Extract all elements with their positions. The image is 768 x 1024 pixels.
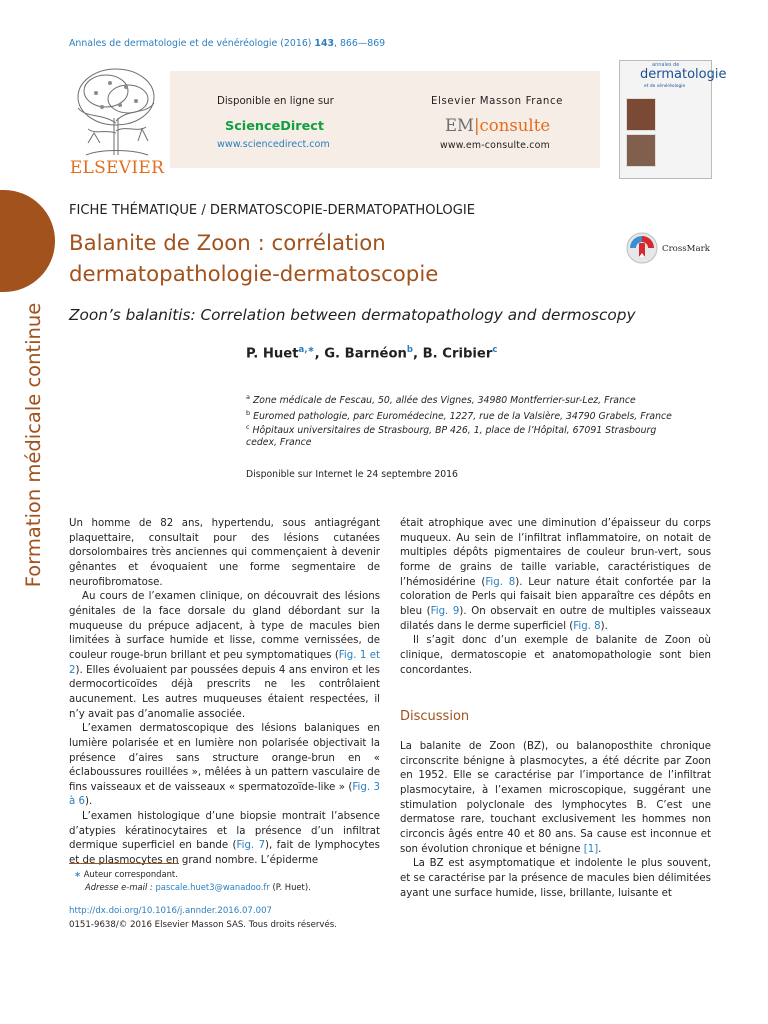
figure-reference-link[interactable]: [1] — [583, 843, 599, 855]
discussion-heading: Discussion — [400, 709, 470, 724]
body-paragraph: Un homme de 82 ans, hypertendu, sous antiagrégant plaquettaire, consultait pour des lésions cutanées dorsolombaires très anciennes qui commençaient à devenir gênantes et évoquaient une forme segmentaire de neurofibromatose. — [69, 518, 380, 588]
author-affiliation-marker[interactable]: b — [406, 345, 413, 355]
cover-brand: annales de — [652, 62, 680, 68]
author-name: B. Cribier — [422, 346, 493, 362]
side-section-label: Formation médicale continue — [22, 302, 45, 588]
figure-reference-link[interactable]: Fig. 1 et 2 — [69, 649, 380, 676]
online-date: Disponible sur Internet le 24 septembre 2016 — [246, 469, 458, 480]
email-suffix: (P. Huet). — [269, 882, 311, 892]
author-list: P. Huet$^{a,∗}$, G. Barnéon$^b$, B. Cribier$^c$ — [246, 345, 498, 362]
doi-link[interactable]: http://dx.doi.org/10.1016/j.annder.2016.07.007 — [69, 906, 273, 916]
body-column-left — [69, 517, 380, 869]
body-paragraph: La BZ est asymptomatique et indolente le plus souvent, et se caractérise par la présence de macules bien délimitées ayant une surface humide, lisse, brillante, luisante et — [400, 858, 711, 899]
article-title — [69, 228, 589, 290]
sciencedirect-link[interactable]: www.sciencedirect.com — [217, 139, 330, 150]
em-logo-right: consulte — [479, 116, 551, 135]
discussion-text — [400, 740, 711, 901]
footnote-rule — [69, 863, 179, 864]
figure-reference-link[interactable]: Fig. 3 à 6 — [69, 781, 380, 808]
cover-photo-top — [626, 98, 656, 131]
journal-name: Annales de dermatologie et de vénéréologie (2016) — [69, 38, 315, 49]
affiliation-a: $^a$ Zone médicale de Fescau, 50, allée des Vignes, 34980 Montferrier-sur-Lez, France — [246, 393, 636, 407]
author-affiliation-marker[interactable]: c — [492, 345, 498, 355]
affiliation-c-cont: cedex, France — [246, 437, 312, 448]
figure-reference-link[interactable]: Fig. 9 — [430, 605, 460, 617]
article-title-line2: dermatopathologie-dermatoscopie — [69, 262, 439, 287]
cover-photo-bottom — [626, 134, 656, 167]
copyright-notice: 0151-9638/© 2016 Elsevier Masson SAS. Tous droits réservés. — [69, 920, 337, 930]
body-paragraph: Au cours de l’examen clinique, on découvrait des lésions génitales de la face dorsale du gland débordant sur la muqueuse du prépuce adjacent, à type de macules bien limitées à surface humide et lisse, comme vernissées, de couleur rouge-brun brillant et peu symptomatiques (Fig. 1 et 2). Elles évoluaient par poussées depuis 4 ans environ et les dermocorticoïdes déjà prescrits ne les contrôlaient aucunement. Les autres muqueuses étaient respectées, il n’y avait pas d’anomalie associée. — [69, 591, 380, 720]
author-affiliation-marker[interactable]: a,∗ — [298, 345, 315, 355]
author-name: G. Barnéon — [324, 346, 407, 362]
body-paragraph: L’examen histologique d’une biopsie montrait l’absence d’atypies kératinocytaires et la présence d’un infiltrat dermique superficiel en bande (Fig. 7), fait de lymphocytes et de plasmocytes en grand nombre. L’épiderme — [69, 811, 380, 867]
body-paragraph: L’examen dermatoscopique des lésions balaniques en lumière polarisée et en lumière non polarisée objectivait la présence d’aires sans structure orange-brun en « éclaboussures rouillées », mêlées à un pattern vasculaire de fins vaisseaux et de vaisseaux « spermatozoïde-like » (Fig. 3 à 6). — [69, 723, 380, 808]
body-paragraph: La balanite de Zoon (BZ), ou balanoposthite chronique circonscrite bénigne à plasmocytes, a été décrite par Zoon en 1952. Elle se caractérise par l’importance de l’infiltrat plasmocytaire, à l’examen microscopique, suggérant une stimulation polyclonale des lymphocytes B. C’est une dermatose rare, touchant exclusivement les hommes non circoncis âgés entre 40 et 80 ans. Sa cause est inconnue et son évolution chronique et bénigne [1]. — [400, 741, 711, 855]
affiliation-b: $^b$ Euromed pathologie, parc Euromédecine, 1227, rue de la Valsière, 34790 Grabels, France — [246, 409, 672, 423]
email-label: Adresse e-mail : — [85, 882, 156, 892]
publisher-name: Elsevier Masson France — [431, 96, 564, 107]
footnote-marker: ∗ — [74, 869, 82, 879]
figure-reference-link[interactable]: Fig. 8 — [485, 576, 516, 588]
cover-title: dermatologie — [640, 67, 727, 82]
english-title: Zoon’s balanitis: Correlation between dermatopathology and dermoscopy — [69, 306, 636, 324]
em-logo-left: EM — [445, 116, 474, 135]
em-consulte-logo: EM|consulte — [445, 116, 551, 135]
body-paragraph: Il s’agit donc d’un exemple de balanite de Zoon où clinique, dermatoscopie et anatomopathologie sont bien concordantes. — [400, 635, 711, 676]
journal-volume: 143 — [314, 38, 334, 49]
article-title-line1: Balanite de Zoon : corrélation — [69, 231, 386, 256]
author-name: P. Huet — [246, 346, 299, 362]
corresponding-author-label: Auteur correspondant. — [83, 869, 178, 879]
side-tab-marker — [0, 190, 55, 292]
journal-reference[interactable] — [69, 38, 385, 49]
email-link[interactable]: pascale.huet3@wanadoo.fr — [155, 882, 270, 892]
journal-pages: , 866—869 — [334, 38, 386, 49]
em-consulte-link[interactable]: www.em-consulte.com — [440, 140, 550, 151]
crossmark-label[interactable]: CrossMark — [662, 244, 710, 254]
elsevier-logo-text: ELSEVIER — [69, 158, 165, 178]
online-availability-label: Disponible en ligne sur — [217, 96, 334, 107]
figure-reference-link[interactable]: Fig. 7 — [236, 840, 266, 852]
body-column-right — [400, 517, 711, 678]
cover-subtitle: et de vénéréologie — [644, 84, 686, 89]
sciencedirect-logo: ScienceDirect — [225, 119, 324, 134]
crossmark-icon[interactable] — [626, 232, 658, 264]
body-paragraph: était atrophique avec une diminution d’épaisseur du corps muqueux. Au sein de l’infiltrat inflammatoire, on notait de multiples dépôts pigmentaires de couleur brun-vert, sous forme de grains de taille variable, caractéristiques de l’hémosidérine (Fig. 8). Leur nature était confortée par la coloration de Perls qui faisait bien apparaître ces dépôts en bleu (Fig. 9). On observait en outre de multiples vaisseaux dilatés dans le derme superficiel (Fig. 8). — [400, 518, 712, 632]
article-category: FICHE THÉMATIQUE / DERMATOSCOPIE-DERMATOPATHOLOGIE — [69, 203, 475, 218]
affiliation-c: $^c$ Hôpitaux universitaires de Strasbourg, BP 426, 1, place de l’Hôpital, 67091 Strasbourg — [246, 423, 657, 437]
figure-reference-link[interactable]: Fig. 8 — [573, 620, 601, 632]
footnote — [74, 868, 311, 894]
